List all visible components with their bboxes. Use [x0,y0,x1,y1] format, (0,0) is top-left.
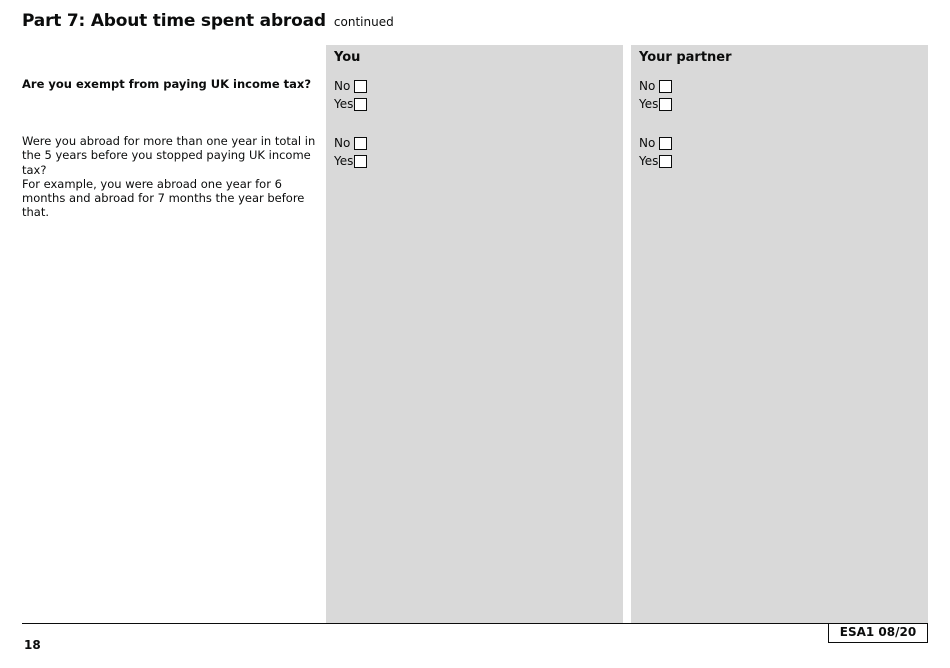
option-label-no: No [639,79,656,93]
footer-divider [22,623,928,624]
page-title [22,11,394,31]
you-abroad-options [334,134,367,170]
option-label-yes: Yes [334,154,354,168]
form-code-badge: ESA1 08/20 [828,623,928,643]
page-title-main: Part 7: About time spent abroad [22,11,326,31]
you-exempt-yes-option [334,95,367,113]
you-exempt-no-checkbox[interactable] [354,80,367,93]
partner-abroad-options [639,134,672,170]
partner-abroad-no-option [639,134,672,152]
you-exempt-yes-checkbox[interactable] [354,98,367,111]
column-partner-header: Your partner [639,50,732,65]
you-abroad-no-option [334,134,367,152]
partner-exempt-options [639,77,672,113]
question-abroad-example: For example, you were abroad one year for 6 months and abroad for 7 months the year before that. [22,176,305,220]
option-label-yes: Yes [639,97,659,111]
column-you [326,45,623,623]
partner-abroad-yes-option [639,152,672,170]
option-label-yes: Yes [639,154,659,168]
partner-abroad-no-checkbox[interactable] [659,137,672,150]
option-label-yes: Yes [334,97,354,111]
column-partner [631,45,928,623]
partner-exempt-yes-checkbox[interactable] [659,98,672,111]
option-label-no: No [639,136,656,150]
you-exempt-options [334,77,367,113]
question-abroad-text: Were you abroad for more than one year in total in the 5 years before you stopped paying UK income tax? [22,134,316,177]
you-abroad-no-checkbox[interactable] [354,137,367,150]
partner-abroad-yes-checkbox[interactable] [659,155,672,168]
page-title-continued: continued [333,15,394,29]
option-label-no: No [334,79,351,93]
option-label-no: No [334,136,351,150]
column-you-header: You [334,50,361,65]
partner-exempt-no-checkbox[interactable] [659,80,672,93]
you-abroad-yes-checkbox[interactable] [354,155,367,168]
you-abroad-yes-option [334,152,367,170]
partner-exempt-yes-option [639,95,672,113]
question-exempt-income-tax: Are you exempt from paying UK income tax? [22,77,311,91]
you-exempt-no-option [334,77,367,95]
partner-exempt-no-option [639,77,672,95]
question-abroad-more-than-one-year [22,134,322,220]
page-number: 18 [24,638,41,652]
